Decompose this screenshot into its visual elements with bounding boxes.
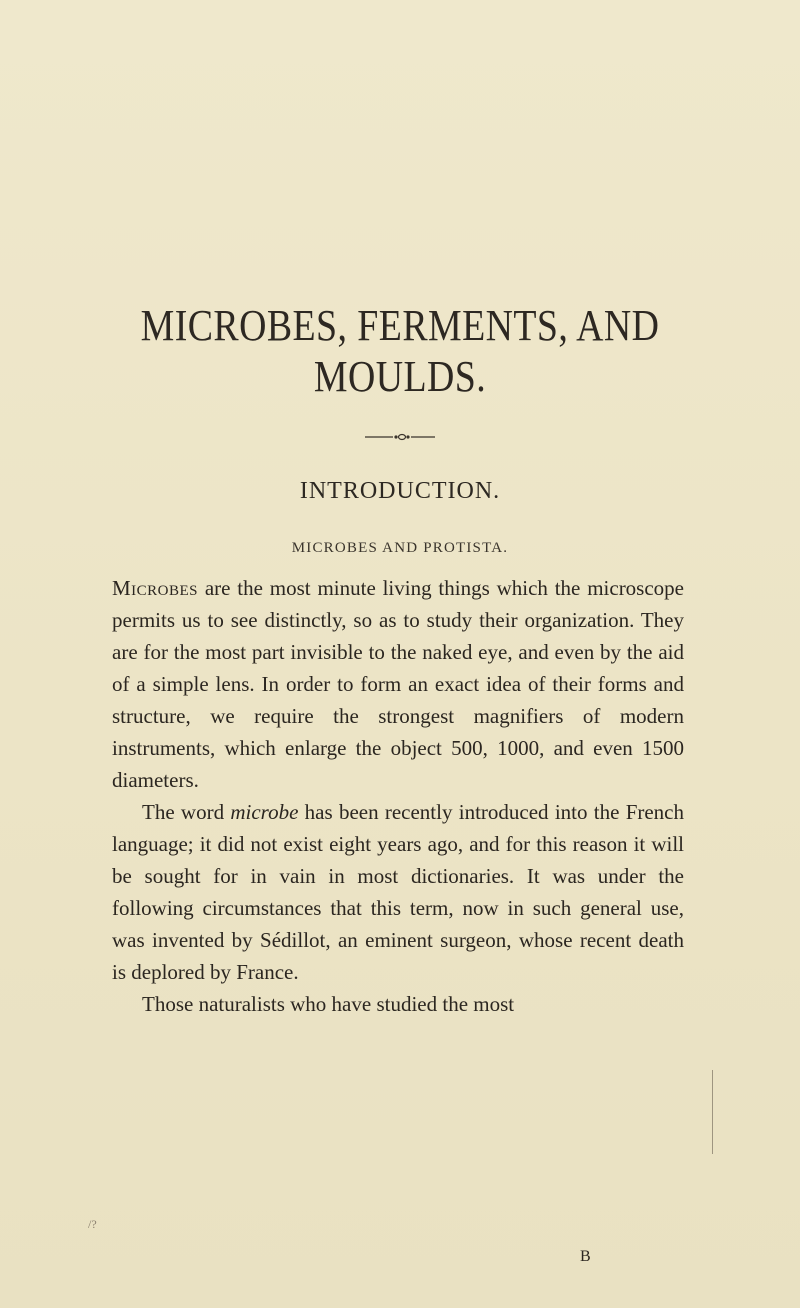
book-title: MICROBES, FERMENTS, AND MOULDS.	[140, 301, 660, 401]
paragraph-text: are the most minute living things which the microscope permits us to see distinctly, so as to study their organization. They are for the most part invisible to the naked eye, and even by the aid of a simple lens. In order to form an exact idea of their forms and structure, we require the strongest magnifiers of modern instruments, which enlarge the object 500, 1000, and even 1500 diameters.	[112, 576, 684, 792]
subsection-heading: MICROBES AND PROTISTA.	[291, 540, 509, 556]
paragraph-text: has been recently introduced into the French language; it did not exist eight years ago, and for this reason it will be sought for in vain in most dictionaries. It was under the following circumstances that this term, now in such general use, was invented by Sédillot, an eminent surgeon, whose recent death is deplored by France.	[112, 800, 685, 984]
corner-mark: /?	[88, 1217, 97, 1231]
paragraph	[112, 796, 684, 988]
paragraph	[112, 572, 684, 796]
paragraph-text: Those naturalists who have studied the most	[142, 992, 515, 1016]
italic-term: microbe	[230, 800, 299, 824]
margin-mark	[708, 1070, 713, 1154]
paragraph	[112, 988, 684, 1020]
ornament-divider	[365, 432, 435, 442]
paragraph-lead-word: Microbes	[112, 576, 199, 600]
body-text	[112, 572, 684, 1020]
section-heading: INTRODUCTION.	[299, 478, 501, 504]
paragraph-text: The word	[142, 800, 231, 824]
signature-mark: B	[580, 1248, 591, 1265]
